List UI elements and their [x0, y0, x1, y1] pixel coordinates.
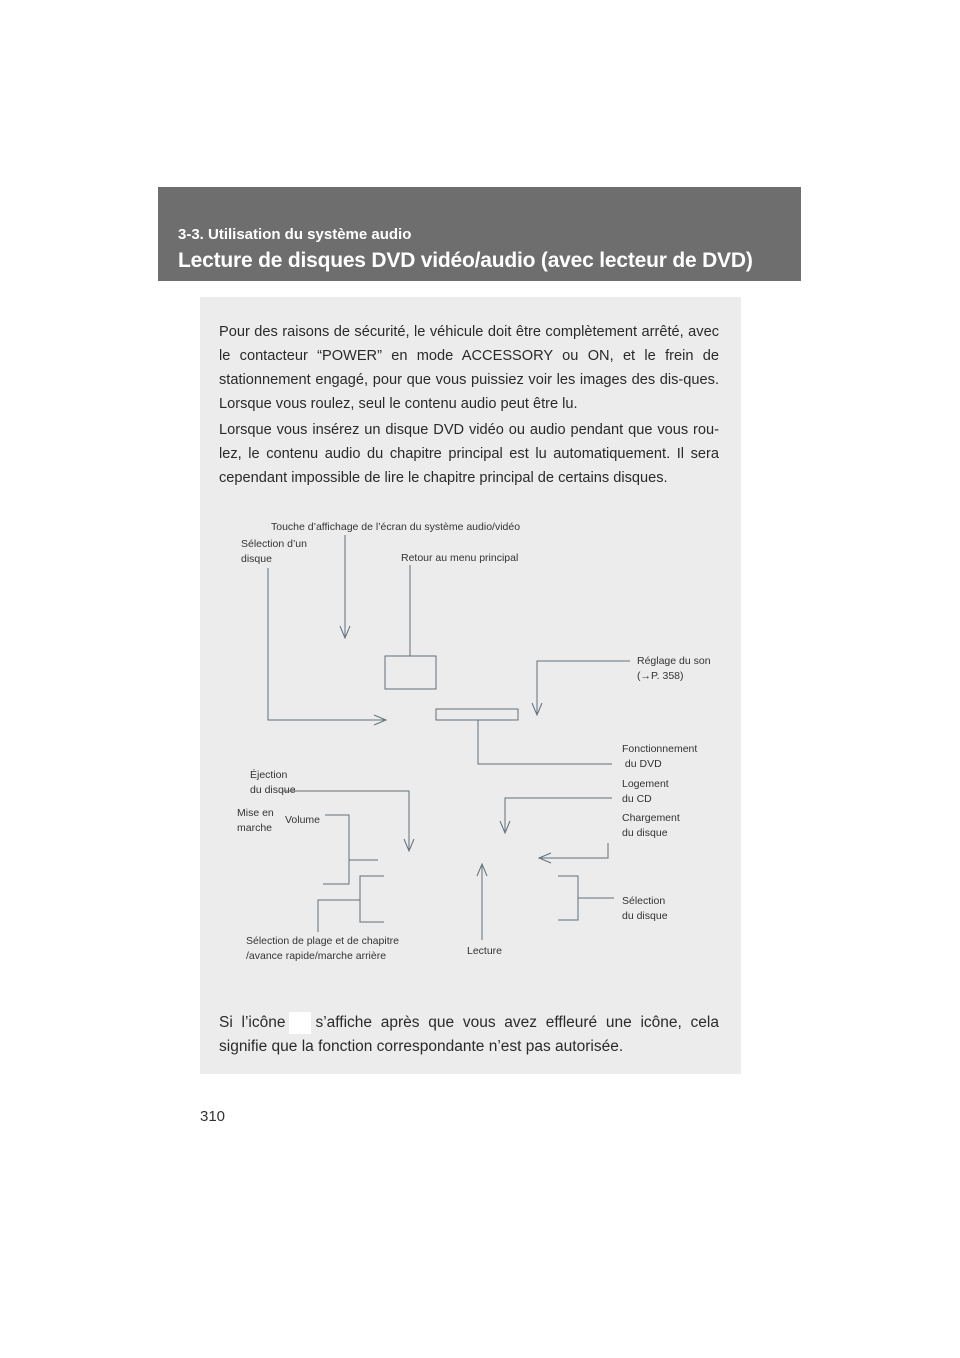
section-heading: 3-3. Utilisation du système audio — [178, 226, 412, 243]
label-eject-line1: Éjection — [250, 769, 288, 781]
label-disc-selection — [622, 894, 668, 924]
page-number: 310 — [200, 1108, 226, 1125]
label-disc-load-line1: Chargement — [622, 812, 680, 824]
label-track-select-line2: /avance rapide/marche arrière — [246, 950, 387, 962]
label-track-select — [246, 934, 399, 964]
safety-paragraph: Pour des raisons de sécurité, le véhicule doit être complètement arrêté, avec le contacteur “POWER” en mode ACCESSORY ou ON, et le frein de stationnement engagé, pour que vous puissiez voir les images des dis-ques. Lorsque vous roulez, seul le contenu audio peut être lu. — [219, 324, 719, 412]
label-track-select-line1: Sélection de plage et de chapitre — [246, 935, 399, 947]
label-power — [237, 806, 274, 836]
label-dvd-operation-line2: du DVD — [624, 758, 662, 770]
label-disc-select — [241, 537, 307, 567]
label-power-line2: marche — [237, 822, 273, 834]
label-dvd-operation-line1: Fonctionnement — [622, 743, 698, 755]
icon-note-paragraph — [219, 1011, 719, 1059]
label-disc-selection-line2: du disque — [622, 910, 668, 922]
label-dvd-operation — [622, 742, 697, 772]
label-main-menu: Retour au menu principal — [401, 552, 519, 564]
autoplay-paragraph: Lorsque vous insérez un disque DVD vidéo ou audio pendant que vous rou-lez, le contenu audio du chapitre principal est lu automatiquement. Il sera cependant impossible de lire le chapitre principal de certains disques. — [219, 422, 719, 486]
label-cd-slot-line2: du CD — [622, 793, 652, 805]
label-sound-line2: (→P. 358) — [637, 670, 684, 682]
label-disc-load-line2: du disque — [622, 827, 668, 839]
label-volume: Volume — [285, 814, 321, 826]
icon-note-before: Si l’icône — [219, 1014, 286, 1031]
chapter-header — [158, 187, 801, 281]
label-play: Lecture — [467, 945, 503, 957]
label-sound-line1: Réglage du son — [637, 655, 711, 667]
label-disc-select-line2: disque — [241, 553, 272, 565]
label-disc-select-line1: Sélection d’un — [241, 538, 307, 550]
label-cd-slot — [622, 777, 669, 807]
not-allowed-icon — [289, 1012, 311, 1034]
label-display-key: Touche d’affichage de l’écran du système audio/vidéo — [271, 521, 521, 533]
label-power-line1: Mise en — [237, 807, 274, 819]
label-eject-line2: du disque — [250, 784, 296, 796]
label-cd-slot-line1: Logement — [622, 778, 669, 790]
label-sound — [637, 654, 711, 684]
label-disc-load — [622, 811, 680, 841]
label-disc-selection-line1: Sélection — [622, 895, 666, 907]
icon-note-after: s’affiche après que vous avez effleuré une icône, cela signifie que la fonction correspondante n’est pas autorisée. — [219, 1014, 719, 1055]
page-title: Lecture de disques DVD vidéo/audio (avec lecteur de DVD) — [178, 249, 753, 272]
label-eject — [250, 768, 296, 798]
